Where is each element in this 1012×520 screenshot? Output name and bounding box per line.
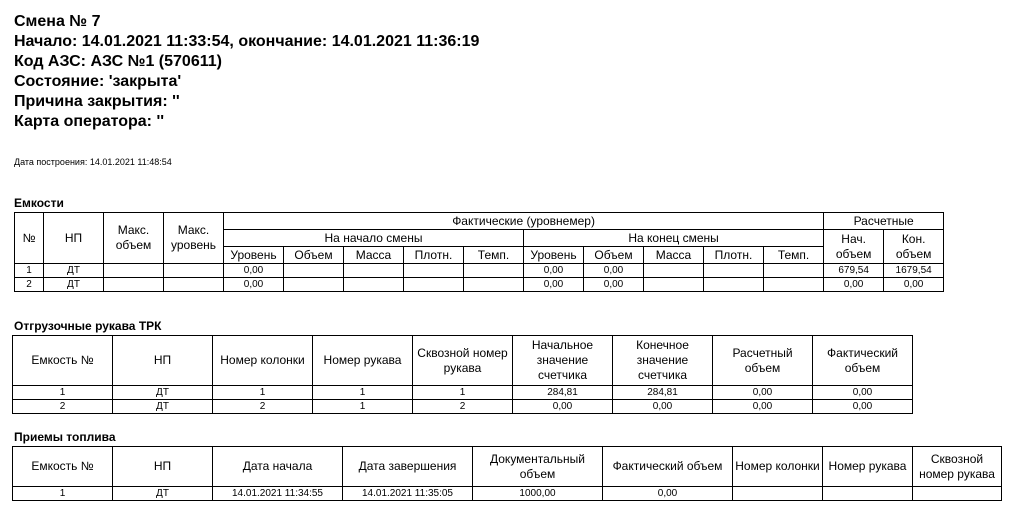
- tanks-cell: [284, 264, 344, 278]
- tanks-cell: 0,00: [824, 278, 884, 292]
- operator-card: Карта оператора: '': [14, 113, 165, 130]
- receipts-cell: 14.01.2021 11:34:55: [213, 487, 343, 501]
- tanks-cell: [344, 264, 404, 278]
- tanks-cell: [344, 278, 404, 292]
- receipts-header-6: Номер колонки: [733, 447, 823, 487]
- tanks-cell: 2: [15, 278, 44, 292]
- group-calculated: Расчетные: [824, 213, 944, 230]
- hoses-row: [13, 400, 913, 414]
- shift-state: Состояние: 'закрыта': [14, 73, 182, 90]
- col-start-level: Уровень: [224, 247, 284, 264]
- tanks-cell: 0,00: [584, 264, 644, 278]
- receipts-header-0: Емкость №: [13, 447, 113, 487]
- hoses-cell: 1: [213, 386, 313, 400]
- hoses-header-1: НП: [113, 336, 213, 386]
- col-np: НП: [44, 213, 104, 264]
- tanks-cell: [644, 264, 704, 278]
- tanks-cell: 0,00: [224, 278, 284, 292]
- col-end-volume: Кон. объем: [884, 230, 944, 264]
- receipts-cell: 1: [13, 487, 113, 501]
- hoses-cell: 0,00: [513, 400, 613, 414]
- receipts-cell: [733, 487, 823, 501]
- receipts-header-4: Документальный объем: [473, 447, 603, 487]
- group-actual: Фактические (уровнемер): [224, 213, 824, 230]
- station-code: Код АЗС: АЗС №1 (570611): [14, 53, 222, 70]
- tanks-cell: [764, 264, 824, 278]
- hoses-header-0: Емкость №: [13, 336, 113, 386]
- tanks-cell: [404, 264, 464, 278]
- hoses-cell: 1: [313, 400, 413, 414]
- tanks-row: [15, 264, 944, 278]
- hoses-cell: 0,00: [813, 400, 913, 414]
- receipts-header-8: Сквозной номер рукава: [913, 447, 1002, 487]
- hoses-cell: 0,00: [713, 386, 813, 400]
- col-start-volume: Нач. объем: [824, 230, 884, 264]
- col-start-vol: Объем: [284, 247, 344, 264]
- hoses-header-6: Конечное значение счетчика: [613, 336, 713, 386]
- tanks-cell: 1679,54: [884, 264, 944, 278]
- tanks-section-title: Емкости: [14, 196, 64, 210]
- col-end-level: Уровень: [524, 247, 584, 264]
- group-end: На конец смены: [524, 230, 824, 247]
- hoses-cell: ДТ: [113, 386, 213, 400]
- tanks-cell: 0,00: [524, 264, 584, 278]
- tanks-cell: [704, 264, 764, 278]
- col-max-level: Макс. уровень: [164, 213, 224, 264]
- tanks-cell: [104, 278, 164, 292]
- tanks-table: [14, 212, 944, 292]
- tanks-cell: [284, 278, 344, 292]
- receipts-cell: 0,00: [603, 487, 733, 501]
- tanks-cell: [164, 278, 224, 292]
- tanks-cell: [104, 264, 164, 278]
- tanks-cell: [704, 278, 764, 292]
- shift-period: Начало: 14.01.2021 11:33:54, окончание: 14.01.2021 11:36:19: [14, 33, 480, 50]
- tanks-cell: [404, 278, 464, 292]
- hoses-cell: 2: [213, 400, 313, 414]
- tanks-cell: 679,54: [824, 264, 884, 278]
- hoses-header-7: Расчетный объем: [713, 336, 813, 386]
- receipts-cell: 14.01.2021 11:35:05: [343, 487, 473, 501]
- hoses-cell: 2: [13, 400, 113, 414]
- receipts-row: [13, 487, 1002, 501]
- hoses-header-8: Фактический объем: [813, 336, 913, 386]
- hoses-header-3: Номер рукава: [313, 336, 413, 386]
- group-start: На начало смены: [224, 230, 524, 247]
- hoses-cell: 2: [413, 400, 513, 414]
- tanks-cell: 0,00: [884, 278, 944, 292]
- receipts-table: [12, 446, 1002, 501]
- tanks-cell: [764, 278, 824, 292]
- receipts-header-7: Номер рукава: [823, 447, 913, 487]
- hoses-cell: 1: [13, 386, 113, 400]
- receipts-section-title: Приемы топлива: [14, 430, 116, 444]
- col-start-density: Плотн.: [404, 247, 464, 264]
- col-end-mass: Масса: [644, 247, 704, 264]
- receipts-cell: [913, 487, 1002, 501]
- receipts-cell: 1000,00: [473, 487, 603, 501]
- tanks-cell: 0,00: [584, 278, 644, 292]
- hoses-cell: ДТ: [113, 400, 213, 414]
- receipts-header-3: Дата завершения: [343, 447, 473, 487]
- hoses-header-4: Сквозной номер рукава: [413, 336, 513, 386]
- hoses-table: [12, 335, 913, 414]
- col-end-vol: Объем: [584, 247, 644, 264]
- tanks-cell: [644, 278, 704, 292]
- col-end-density: Плотн.: [704, 247, 764, 264]
- tanks-cell: [164, 264, 224, 278]
- col-end-temp: Темп.: [764, 247, 824, 264]
- tanks-cell: [464, 278, 524, 292]
- tanks-cell: 0,00: [224, 264, 284, 278]
- hoses-cell: 0,00: [613, 400, 713, 414]
- tanks-cell: ДТ: [44, 264, 104, 278]
- receipts-header-5: Фактический объем: [603, 447, 733, 487]
- tanks-cell: [464, 264, 524, 278]
- receipts-header-1: НП: [113, 447, 213, 487]
- hoses-header-5: Начальное значение счетчика: [513, 336, 613, 386]
- receipts-header-2: Дата начала: [213, 447, 343, 487]
- tanks-cell: ДТ: [44, 278, 104, 292]
- hoses-cell: 1: [313, 386, 413, 400]
- col-no: №: [15, 213, 44, 264]
- col-start-temp: Темп.: [464, 247, 524, 264]
- hoses-cell: 284,81: [613, 386, 713, 400]
- hoses-row: [13, 386, 913, 400]
- hoses-cell: 1: [413, 386, 513, 400]
- report-header: [14, 12, 479, 132]
- tanks-row: [15, 278, 944, 292]
- hoses-cell: 284,81: [513, 386, 613, 400]
- tanks-cell: 0,00: [524, 278, 584, 292]
- col-start-mass: Масса: [344, 247, 404, 264]
- col-max-volume: Макс. объем: [104, 213, 164, 264]
- generated-date: Дата построения: 14.01.2021 11:48:54: [14, 157, 172, 167]
- tanks-cell: 1: [15, 264, 44, 278]
- receipts-cell: ДТ: [113, 487, 213, 501]
- receipts-cell: [823, 487, 913, 501]
- hoses-section-title: Отгрузочные рукава ТРК: [14, 319, 162, 333]
- hoses-cell: 0,00: [713, 400, 813, 414]
- close-reason: Причина закрытия: '': [14, 93, 180, 110]
- hoses-cell: 0,00: [813, 386, 913, 400]
- hoses-header-2: Номер колонки: [213, 336, 313, 386]
- shift-title: Смена № 7: [14, 13, 101, 30]
